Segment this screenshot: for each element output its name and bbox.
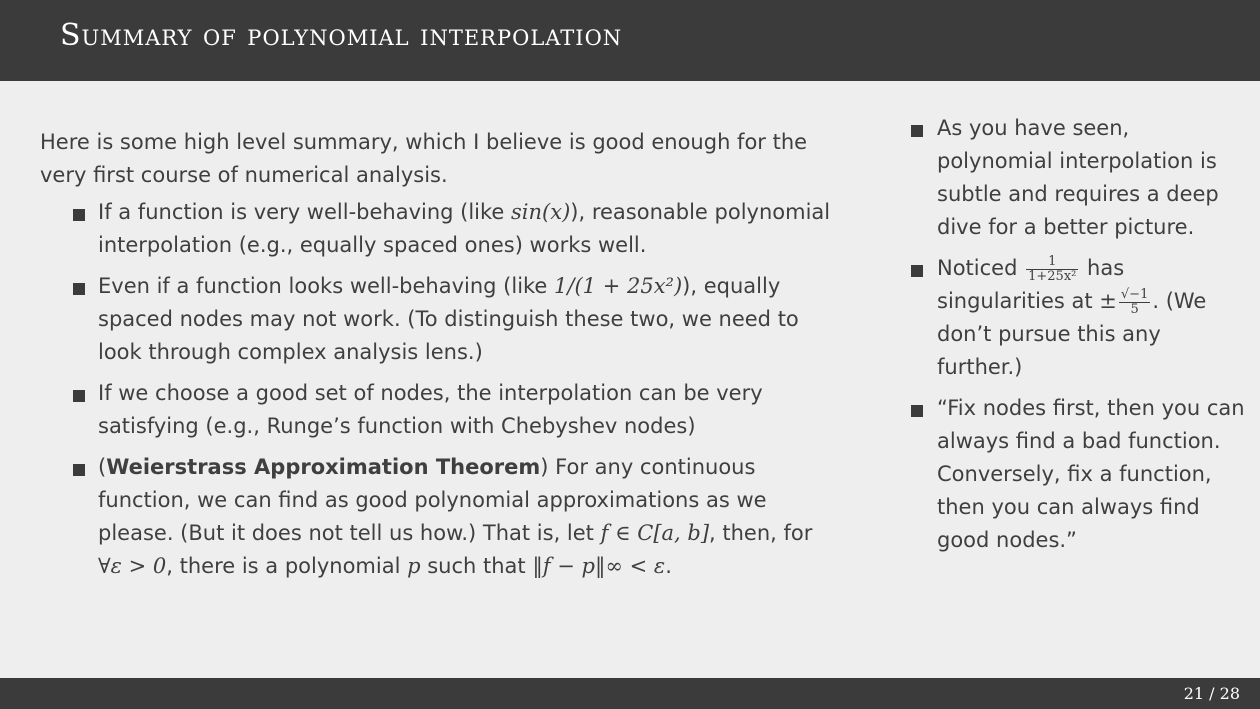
list-item xyxy=(98,451,840,583)
list-item xyxy=(98,196,840,262)
bullet-text: “Fix nodes first, then you can always find a bad function. Conversely, fix a function, then you can always find good nodes.” xyxy=(937,396,1245,552)
fraction xyxy=(1026,255,1078,284)
fraction-numerator: 1 xyxy=(1026,255,1078,270)
fraction-denominator: 5 xyxy=(1130,301,1139,317)
math-expression: p xyxy=(407,554,421,578)
math-expression: ‖f − p‖∞ < ε xyxy=(532,554,666,578)
bullet-text: . (We don’t pursue this any further.) xyxy=(937,289,1207,379)
side-column xyxy=(911,112,1246,565)
list-item xyxy=(98,270,840,369)
bullet-text: ), equally spaced nodes may not work. (To distinguish these two, we need to look through complex analysis lens.) xyxy=(98,274,799,364)
square-bullet-icon xyxy=(73,283,85,295)
bullet-text: ), reasonable polynomial interpolation (e.g., equally spaced ones) works well. xyxy=(98,200,831,257)
fraction xyxy=(1119,288,1150,317)
slide-title: Summary of polynomial interpolation xyxy=(60,18,623,53)
square-bullet-icon xyxy=(911,125,923,137)
plus-minus-sign: ± xyxy=(1099,289,1117,313)
bullet-text: ) For any continuous function, we can find as good polynomial approximations as we please. (But it does not tell us how.) That is, let xyxy=(98,455,767,545)
theorem-name: Weierstrass Approximation Theorem xyxy=(106,455,541,479)
bullet-text: As you have seen, polynomial interpolation is subtle and requires a deep dive for a better picture. xyxy=(937,116,1219,239)
slide-footer xyxy=(0,678,1260,709)
bullet-text: has singularities at xyxy=(937,256,1125,313)
list-item xyxy=(937,112,1246,244)
math-expression: f ∈ C[a, b] xyxy=(600,521,710,545)
bullet-text: If we choose a good set of nodes, the interpolation can be very satisfying (e.g., Runge’s function with Chebyshev nodes) xyxy=(98,381,763,438)
math-expression: sin(x) xyxy=(511,200,571,224)
fraction-denominator: 1+25x² xyxy=(1028,268,1077,284)
bullet-text: such that xyxy=(420,554,533,578)
side-list xyxy=(937,112,1246,557)
math-expression: 1/(1 + 25x²) xyxy=(554,274,683,298)
list-item xyxy=(937,252,1246,384)
bullet-text: If a function is very well-behaving (like xyxy=(98,200,512,224)
bullet-text: Even if a function looks well-behaving (like xyxy=(98,274,555,298)
square-bullet-icon xyxy=(73,390,85,402)
slide-header xyxy=(0,0,1260,81)
bullet-text: , then, for xyxy=(709,521,813,545)
square-bullet-icon xyxy=(911,405,923,417)
math-expression: ∀ε > 0 xyxy=(98,554,167,578)
square-bullet-icon xyxy=(73,464,85,476)
bullet-text: . xyxy=(665,554,672,578)
bullet-text: Noticed xyxy=(937,256,1025,280)
intro-paragraph: Here is some high level summary, which I believe is good enough for the very first course of numerical analysis. xyxy=(40,130,808,187)
bullet-text: ( xyxy=(98,455,107,479)
square-bullet-icon xyxy=(73,209,85,221)
square-bullet-icon xyxy=(911,265,923,277)
page-number: 21 / 28 xyxy=(1183,684,1240,703)
summary-list xyxy=(98,196,840,583)
bullet-text: , there is a polynomial xyxy=(166,554,408,578)
fraction-numerator: √−1 xyxy=(1120,286,1149,302)
list-item xyxy=(937,392,1246,557)
list-item xyxy=(98,377,840,443)
main-column xyxy=(40,126,840,591)
